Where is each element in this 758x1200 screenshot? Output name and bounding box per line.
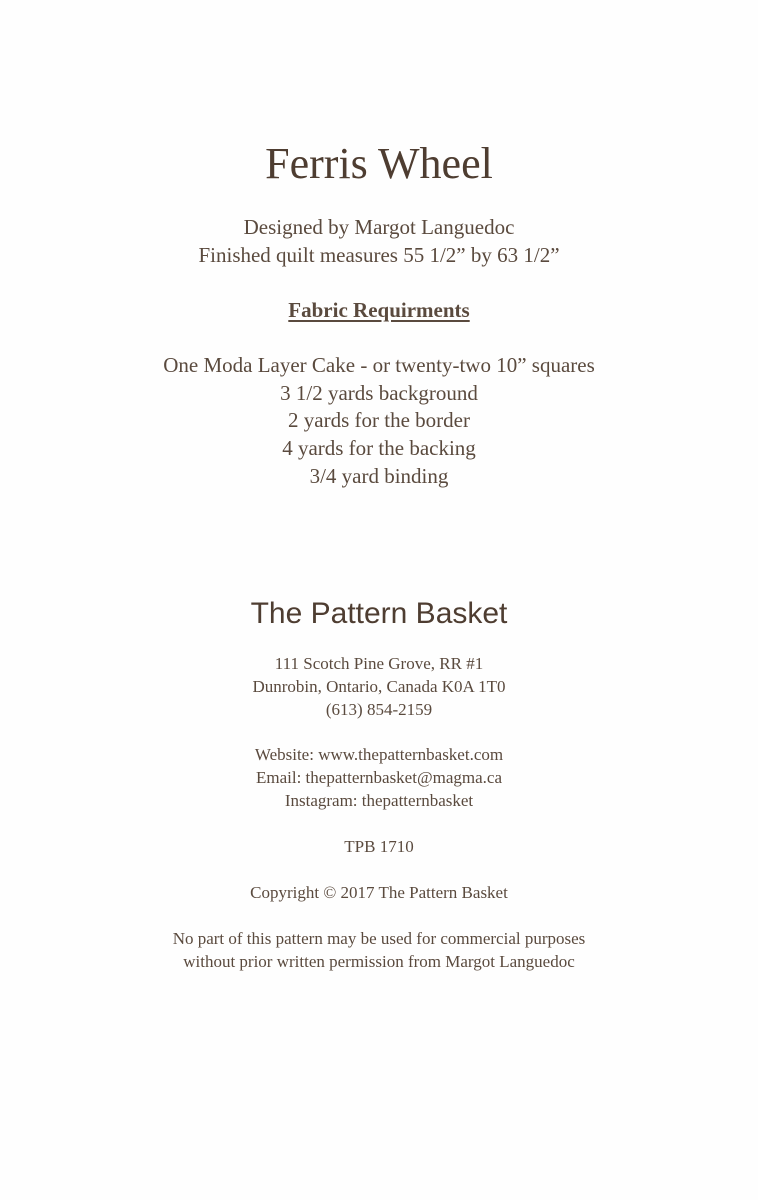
company-name: The Pattern Basket xyxy=(250,597,508,630)
address-line-2: Dunrobin, Ontario, Canada K0A 1T0 xyxy=(252,677,506,696)
copyright-notice: Copyright © 2017 The Pattern Basket xyxy=(250,883,508,902)
address-line-1: 111 Scotch Pine Grove, RR #1 xyxy=(274,654,484,673)
email-address: Email: thepatternbasket@magma.ca xyxy=(255,768,502,787)
disclaimer-line-1: No part of this pattern may be used for commercial purposes xyxy=(172,929,586,948)
finished-size: Finished quilt measures 55 1/2” by 63 1/2” xyxy=(198,243,560,267)
fabric-item: One Moda Layer Cake - or twenty-two 10” squares xyxy=(163,353,595,377)
website-link: Website: www.thepatternbasket.com xyxy=(254,745,504,764)
fabric-item: 2 yards for the border xyxy=(288,408,470,432)
fabric-requirements-heading: Fabric Requirments xyxy=(288,298,470,322)
phone-number: (613) 854-2159 xyxy=(325,700,433,719)
pattern-title: Ferris Wheel xyxy=(265,139,493,188)
designer-credit: Designed by Margot Languedoc xyxy=(243,215,515,239)
instagram-handle: Instagram: thepatternbasket xyxy=(284,791,474,810)
pattern-number: TPB 1710 xyxy=(344,837,414,856)
fabric-item: 4 yards for the backing xyxy=(282,436,476,460)
fabric-item: 3/4 yard binding xyxy=(309,464,449,488)
disclaimer-line-2: without prior written permission from Margot Languedoc xyxy=(183,952,575,971)
fabric-item: 3 1/2 yards background xyxy=(280,381,478,405)
